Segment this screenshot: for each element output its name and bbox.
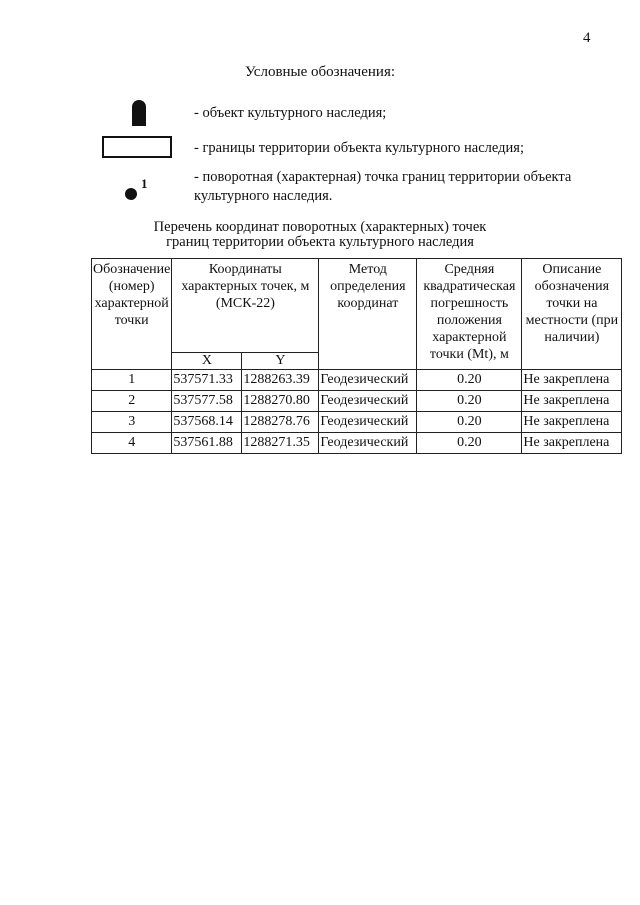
cell-x: 537577.58 bbox=[172, 391, 242, 412]
turning-point-icon-label: 1 bbox=[141, 176, 148, 191]
table-row bbox=[92, 433, 622, 454]
cell-x: 537568.14 bbox=[172, 412, 242, 433]
header-method: Метод определения координат bbox=[319, 259, 417, 370]
cell-y: 1288271.35 bbox=[242, 433, 319, 454]
cell-x: 537571.33 bbox=[172, 370, 242, 391]
header-y: Y bbox=[242, 353, 319, 370]
cell-mt: 0.20 bbox=[417, 391, 522, 412]
cell-desc: Не закреплена bbox=[522, 412, 622, 433]
header-designation: Обозначение (номер) характерной точки bbox=[92, 259, 172, 370]
cell-y: 1288278.76 bbox=[242, 412, 319, 433]
table-row bbox=[92, 391, 622, 412]
legend-item-turning-point: - поворотная (характерная) точка границ территории объекта культурного наследия. bbox=[194, 169, 572, 204]
monument-icon bbox=[132, 100, 146, 126]
coordinates-table bbox=[91, 258, 622, 454]
cell-num: 4 bbox=[92, 433, 172, 454]
cell-x: 537561.88 bbox=[172, 433, 242, 454]
header-accuracy: Средняя квадратическая погрешность положения характерной точки (Mt), м bbox=[417, 259, 522, 370]
cell-method: Геодезический bbox=[319, 433, 417, 454]
table-title bbox=[0, 220, 640, 250]
cell-method: Геодезический bbox=[319, 391, 417, 412]
cell-y: 1288270.80 bbox=[242, 391, 319, 412]
cell-desc: Не закреплена bbox=[522, 433, 622, 454]
header-coordinates: Координаты характерных точек, м (МСК-22) bbox=[172, 259, 319, 353]
cell-desc: Не закреплена bbox=[522, 370, 622, 391]
legend-item-boundary: - границы территории объекта культурного наследия; bbox=[194, 140, 524, 156]
header-description: Описание обозначения точки на местности (при наличии) bbox=[522, 259, 622, 370]
table-row bbox=[92, 412, 622, 433]
cell-y: 1288263.39 bbox=[242, 370, 319, 391]
cell-desc: Не закреплена bbox=[522, 391, 622, 412]
cell-num: 3 bbox=[92, 412, 172, 433]
cell-mt: 0.20 bbox=[417, 433, 522, 454]
cell-mt: 0.20 bbox=[417, 370, 522, 391]
turning-point-icon bbox=[125, 188, 137, 200]
legend-title: Условные обозначения: bbox=[244, 64, 396, 80]
cell-num: 2 bbox=[92, 391, 172, 412]
header-x: X bbox=[172, 353, 242, 370]
page-number: 4 bbox=[583, 30, 591, 46]
table-title-line-1: Перечень координат поворотных (характерных) точек bbox=[153, 219, 487, 235]
legend-item-monument: - объект культурного наследия; bbox=[194, 105, 387, 121]
boundary-rectangle-icon bbox=[102, 136, 172, 158]
cell-method: Геодезический bbox=[319, 370, 417, 391]
cell-num: 1 bbox=[92, 370, 172, 391]
table-row bbox=[92, 370, 622, 391]
table-title-line-2: границ территории объекта культурного наследия bbox=[166, 234, 474, 250]
cell-mt: 0.20 bbox=[417, 412, 522, 433]
cell-method: Геодезический bbox=[319, 412, 417, 433]
